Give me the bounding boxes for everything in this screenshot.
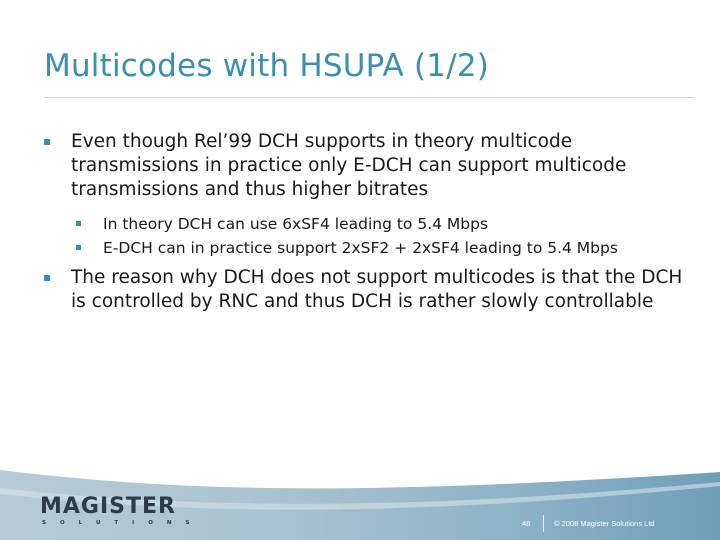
square-bullet-icon (44, 139, 50, 145)
sub-bullet-1-2-text: E-DCH can in practice support 2xSF2 + 2xSF4 leading to 5.4 Mbps (103, 239, 618, 257)
bullet-2-text: The reason why DCH does not support multicodes is that the DCH is controlled by RNC and thus DCH is rather slowly controllable (71, 267, 683, 312)
slide-body (44, 130, 694, 324)
square-bullet-icon (76, 245, 81, 250)
logo-subtext: SOLUTIONS (42, 520, 204, 526)
copyright-text: © 2008 Magister Solutions Ltd (554, 519, 655, 528)
title-divider (44, 97, 694, 98)
sub-bullet-1-1 (44, 212, 694, 236)
square-bullet-icon (44, 275, 50, 281)
square-bullet-icon (76, 221, 81, 226)
slide-title: Multicodes with HSUPA (1/2) (44, 48, 490, 84)
bullet-1-text: Even though Rel’99 DCH supports in theory multicode transmissions in practice only E-DCH can support multicode transmissions and thus higher bitrates (71, 131, 627, 200)
sub-bullet-1-1-text: In theory DCH can use 6xSF4 leading to 5.4 Mbps (103, 215, 489, 233)
footer-separator (543, 515, 544, 532)
sub-bullet-1-2 (44, 236, 694, 260)
bullet-1-subs (44, 212, 694, 260)
bullet-2 (44, 266, 694, 314)
magister-logo (40, 490, 204, 530)
page-number: 48 (522, 519, 531, 528)
logo-wordmark: MAGISTER (40, 494, 176, 519)
bullet-1 (44, 130, 694, 202)
